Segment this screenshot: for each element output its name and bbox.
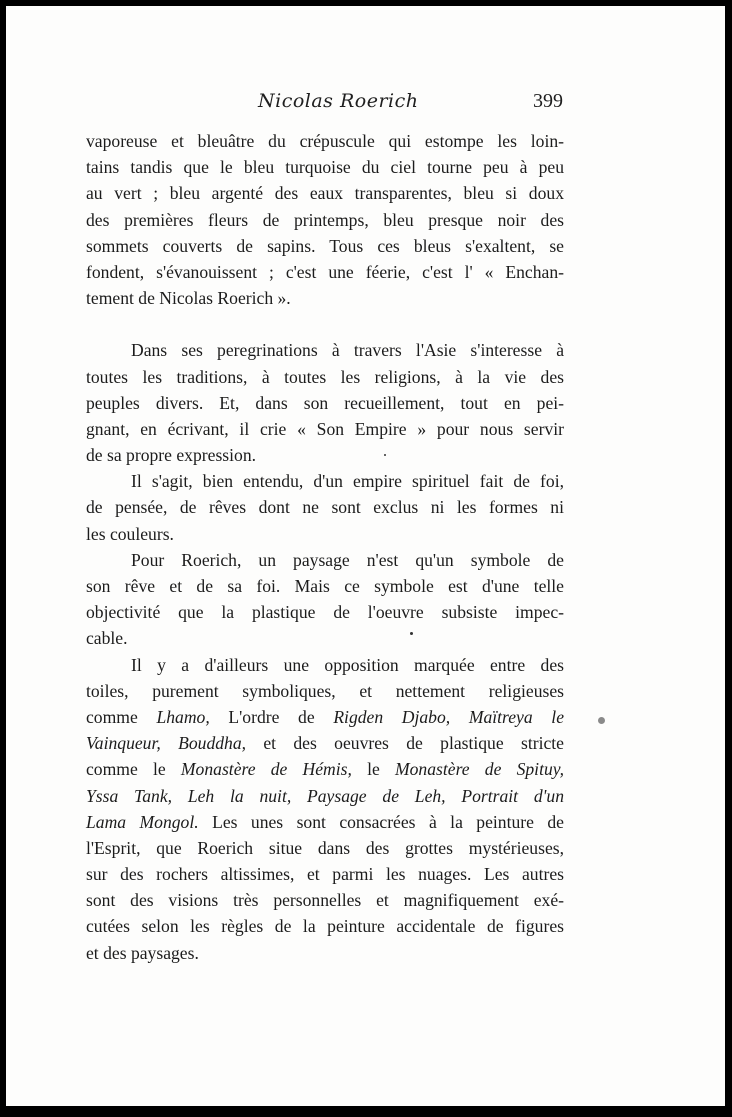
italic-title: Lama Mongol. — [86, 811, 199, 832]
text-line: au vert ; bleu argenté des eaux transparentes, bleu si doux — [86, 183, 564, 204]
text-line — [86, 652, 564, 678]
text-line: son rêve et de sa foi. Mais ce symbole est d'une telle — [86, 576, 564, 596]
paragraph-4 — [86, 547, 564, 652]
text-segment: l'Esprit, que Roerich situe dans des grottes mystérieuses, — [86, 837, 564, 858]
text-line: tains tandis que le bleu turquoise du ciel tourne peu à peu — [86, 157, 564, 178]
text-line: toutes les traditions, à toutes les religions, à la vie des — [86, 366, 564, 387]
text-line — [86, 940, 564, 966]
paragraph-5 — [86, 652, 564, 966]
text-line: sommets couverts de sapins. Tous ces bleus s'exaltent, se — [86, 235, 564, 256]
text-line: Pour Roerich, un paysage n'est qu'un symbole de — [131, 549, 564, 570]
text-segment: et des oeuvres de plastique stricte — [246, 733, 564, 754]
paragraph-2 — [86, 337, 564, 468]
text-line — [86, 704, 564, 730]
text-segment: Il y a d'ailleurs une opposition marquée entre des — [131, 654, 564, 675]
text-segment: sont des visions très personnelles et magnifiquement exé- — [86, 890, 564, 911]
italic-title: Yssa Tank, Leh la nuit, Paysage de Leh, Portrait d'un — [86, 785, 564, 806]
text-segment: L'ordre de — [209, 706, 334, 727]
book-page — [6, 6, 725, 1106]
text-segment: et des paysages. — [86, 942, 199, 963]
text-segment: comme le — [86, 759, 181, 780]
text-segment: sur des rochers altissimes, et parmi les nuages. Les autres — [86, 864, 564, 885]
print-speck — [410, 632, 413, 635]
italic-title: Rigden Djabo, Maïtreya le — [333, 706, 565, 727]
text-line: fondent, s'évanouissent ; c'est une féerie, c'est l' « Enchan- — [86, 261, 564, 282]
text-line: gnant, en écrivant, il crie « Son Empire » pour nous servir — [86, 418, 564, 439]
text-line — [86, 678, 564, 704]
running-title: Nicolas Roerich — [258, 90, 419, 112]
italic-title: Vainqueur, Bouddha, — [86, 733, 247, 754]
text-line — [86, 913, 564, 939]
text-line: Il s'agit, bien entendu, d'un empire spirituel fait de foi, — [131, 471, 564, 492]
text-segment: cutées selon les règles de la peinture accidentale de figures — [86, 916, 564, 937]
text-line: de sa propre expression. — [86, 445, 257, 466]
text-line: cable. — [86, 628, 128, 649]
text-line — [86, 809, 564, 835]
text-segment: comme — [86, 706, 157, 727]
text-line — [86, 756, 564, 782]
text-line — [86, 887, 564, 913]
section-gap — [86, 311, 564, 337]
text-line — [86, 835, 564, 861]
italic-title: Lhamo, — [156, 706, 210, 727]
italic-title: Monastère de Spituy, — [394, 759, 564, 780]
text-line: les couleurs. — [86, 523, 174, 544]
print-speck — [384, 454, 386, 456]
text-line: peuples divers. Et, dans son recueillement, tout en pei- — [86, 392, 564, 413]
text-segment: Les unes sont consacrées à la peinture de — [198, 811, 564, 832]
text-line — [86, 861, 564, 887]
text-line: tement de Nicolas Roerich ». — [86, 288, 291, 309]
text-line — [86, 783, 564, 809]
text-segment: le — [351, 759, 395, 780]
paragraph-1 — [86, 128, 564, 311]
page-number: 399 — [533, 90, 563, 112]
body-text — [86, 128, 564, 966]
italic-title: Monastère de Hémis, — [180, 759, 352, 780]
print-speck — [598, 717, 605, 724]
text-line: de pensée, de rêves dont ne sont exclus ni les formes ni — [86, 497, 564, 518]
text-line: des premières fleurs de printemps, bleu presque noir des — [86, 209, 564, 230]
paragraph-3 — [86, 468, 564, 547]
page-header — [6, 90, 725, 120]
text-line: vaporeuse et bleuâtre du crépuscule qui estompe les loin- — [86, 131, 564, 151]
text-segment: toiles, purement symboliques, et nettement religieuses — [86, 680, 564, 701]
text-line: Dans ses peregrinations à travers l'Asie s'interesse à — [131, 340, 564, 361]
text-line — [86, 730, 564, 756]
text-line: objectivité que la plastique de l'oeuvre subsiste impec- — [86, 602, 564, 623]
